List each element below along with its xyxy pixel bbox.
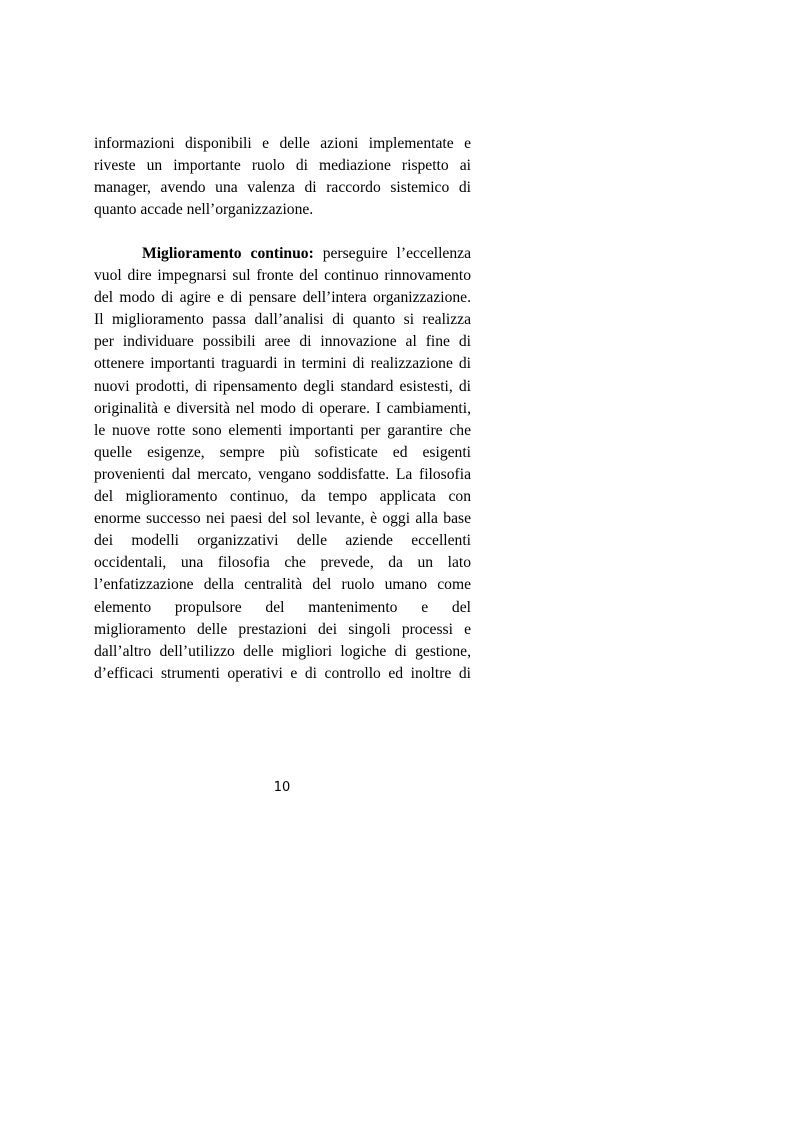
text-line: ottenere importanti traguardi in termini di realizzazione di <box>94 355 471 373</box>
text-line: provenienti dal mercato, vengano soddisfatte. La filosofia <box>94 465 471 483</box>
text-line: riveste un importante ruolo di mediazione rispetto ai <box>94 157 471 175</box>
text-line: del modo di agire e di pensare dell’intera organizzazione. <box>94 289 471 307</box>
text-line: dall’altro dell’utilizzo delle migliori logiche di gestione, <box>94 642 471 660</box>
heading-continuation: perseguire l’eccellenza <box>313 245 471 262</box>
text-line: Il miglioramento passa dall’analisi di quanto si realizza <box>94 311 471 329</box>
paragraph-continuation <box>94 133 471 221</box>
text-line: manager, avendo una valenza di raccordo sistemico di <box>94 179 471 197</box>
text-line: elemento propulsore del mantenimento e del <box>94 598 471 616</box>
text-line: originalità e diversità nel modo di operare. I cambiamenti, <box>94 399 471 417</box>
text-line: le nuove rotte sono elementi importanti per garantire che <box>94 421 471 439</box>
text-line: d’efficaci strumenti operativi e di controllo ed inoltre di <box>94 664 471 682</box>
paragraph-heading: Miglioramento continuo: <box>142 245 314 262</box>
text-line: quelle esigenze, sempre più sofisticate ed esigenti <box>94 443 471 461</box>
text-line: nuovi prodotti, di ripensamento degli standard esistesti, di <box>94 377 471 395</box>
text-line: dei modelli organizzativi delle aziende eccellenti <box>94 532 471 550</box>
text-line: per individuare possibili aree di innovazione al fine di <box>94 333 471 351</box>
text-line: vuol dire impegnarsi sul fronte del continuo rinnovamento <box>94 267 471 285</box>
text-line: occidentali, una filosofia che prevede, da un lato <box>94 554 471 572</box>
paragraph-miglioramento-continuo <box>94 243 471 685</box>
text-line: enorme successo nei paesi del sol levante, è oggi alla base <box>94 510 471 528</box>
text-line: l’enfatizzazione della centralità del ruolo umano come <box>94 576 471 594</box>
page-number: 10 <box>273 780 291 795</box>
text-line: miglioramento delle prestazioni dei singoli processi e <box>94 620 471 638</box>
text-line-first <box>94 243 471 265</box>
text-line: del miglioramento continuo, da tempo applicata con <box>94 488 471 506</box>
text-line: quanto accade nell’organizzazione. <box>94 201 314 219</box>
text-line: informazioni disponibili e delle azioni implementate e <box>94 135 471 152</box>
